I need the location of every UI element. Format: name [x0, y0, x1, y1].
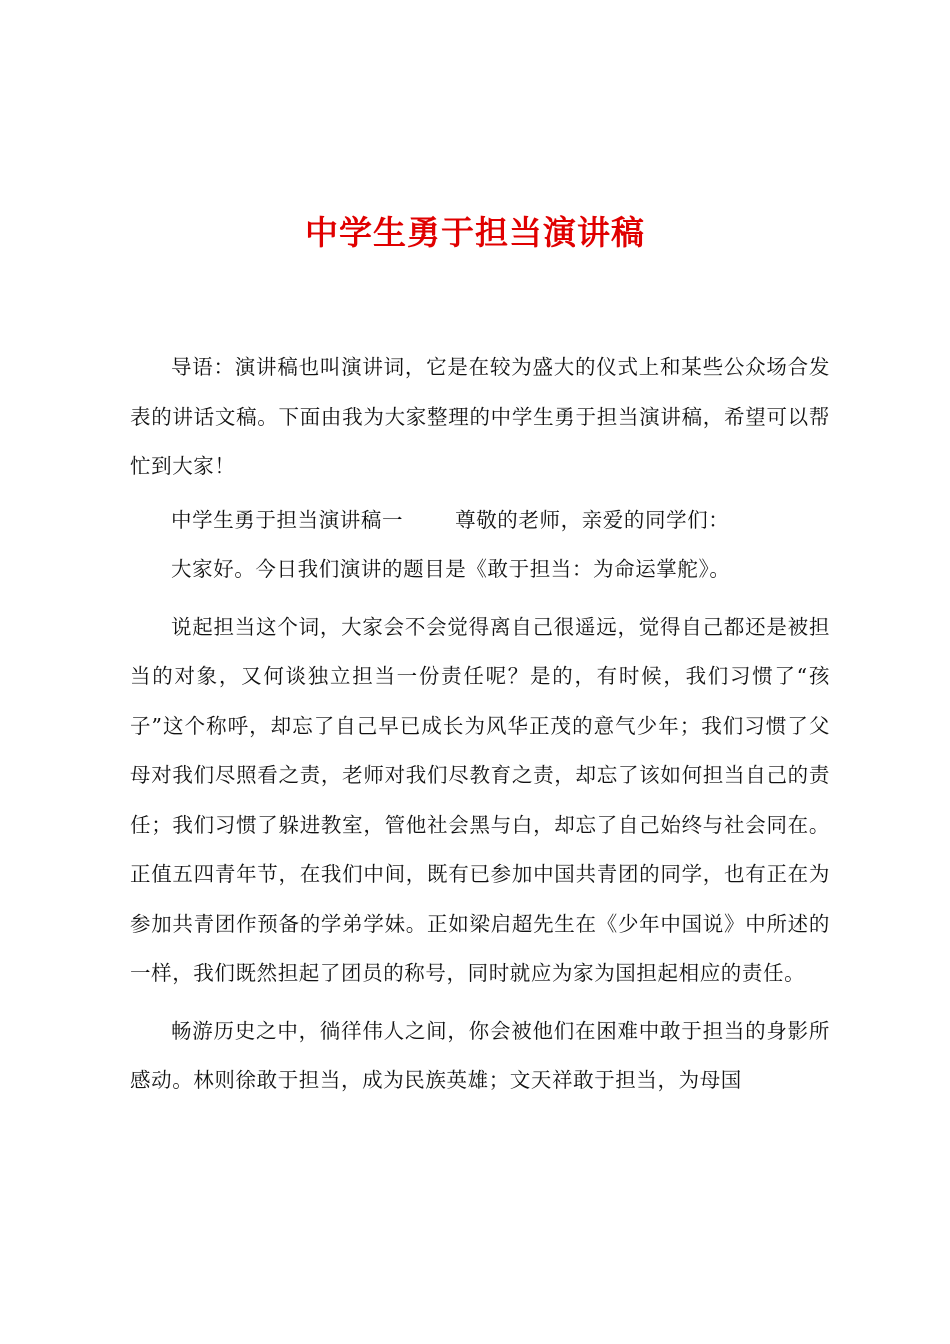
- body-paragraph-2: 畅游历史之中，徜徉伟人之间，你会被他们在困难中敢于担当的身影所感动。林则徐敢于担当，成为民族英雄；文天祥敢于担当，为母国: [130, 1018, 830, 1092]
- salutation: 尊敬的老师，亲爱的同学们：: [455, 507, 730, 532]
- section-heading: 中学生勇于担当演讲稿一: [171, 507, 404, 532]
- body-paragraph-1: 说起担当这个词，大家会不会觉得离自己很遥远，觉得自己都还是被担当的对象，又何谈独立担当一份责任呢？是的，有时候，我们习惯了“孩子”这个称呼，却忘了自己早已成长为风华正茂的意气少年；我们习惯了父母对我们尽照看之责，老师对我们尽教育之责，却忘了该如何担当自己的责任；我们习惯了躲进教室，管他社会黑与白，却忘了自己始终与社会同在。正值五四青年节，在我们中间，既有已参加中国共青团的同学，也有正在为参加共青团作预备的学弟学妹。正如梁启超先生在《少年中国说》中所述的一样，我们既然担起了团员的称号，同时就应为家为国担起相应的责任。: [130, 614, 830, 985]
- document-body: [130, 343, 830, 1106]
- intro-paragraph: 导语：演讲稿也叫演讲词，它是在较为盛大的仪式上和某些公众场合发表的讲话文稿。下面由我为大家整理的中学生勇于担当演讲稿，希望可以帮忙到大家！: [130, 355, 830, 478]
- section-heading-line: [130, 496, 830, 546]
- greeting-paragraph: 大家好。今日我们演讲的题目是《敢于担当：为命运掌舵》。: [171, 557, 731, 581]
- document-title: 中学生勇于担当演讲稿: [305, 213, 645, 252]
